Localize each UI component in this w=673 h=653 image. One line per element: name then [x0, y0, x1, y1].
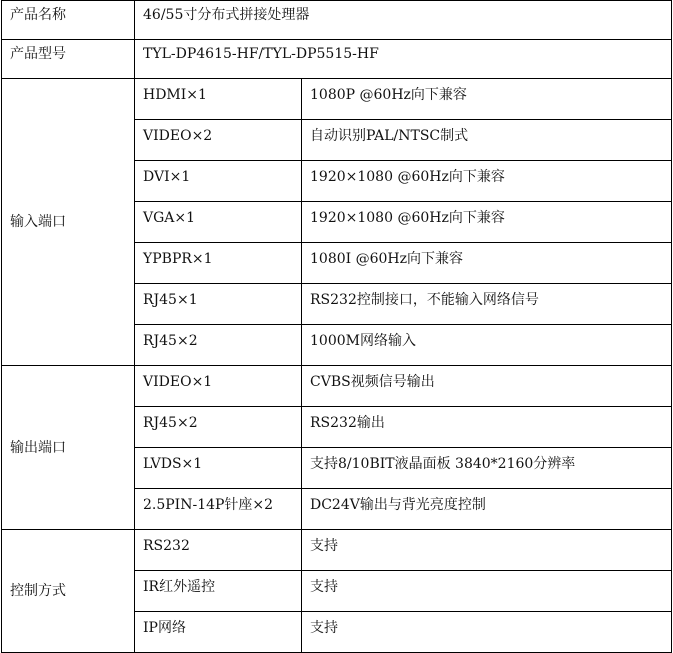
desc-cell: DC24V输出与背光亮度控制	[302, 489, 672, 530]
port-cell: IP网络	[135, 612, 302, 653]
section-category-input: 输入端口	[2, 79, 135, 366]
port-cell: 2.5PIN-14P针座×2	[135, 489, 302, 530]
port-cell: DVI×1	[135, 161, 302, 202]
desc-cell: 自动识别PAL/NTSC制式	[302, 120, 672, 161]
port-cell: RJ45×1	[135, 284, 302, 325]
product-model-value: TYL-DP4615-HF/TYL-DP5515-HF	[135, 40, 672, 79]
desc-cell: 1080P @60Hz向下兼容	[302, 79, 672, 120]
table-row	[2, 530, 672, 571]
desc-cell: 支持	[302, 571, 672, 612]
section-category-output: 输出端口	[2, 366, 135, 530]
desc-cell: CVBS视频信号输出	[302, 366, 672, 407]
desc-cell: 1920×1080 @60Hz向下兼容	[302, 161, 672, 202]
desc-cell: 支持	[302, 530, 672, 571]
port-cell: RJ45×2	[135, 407, 302, 448]
port-cell: RS232	[135, 530, 302, 571]
desc-cell: RS232输出	[302, 407, 672, 448]
port-cell: IR红外遥控	[135, 571, 302, 612]
port-cell: VIDEO×1	[135, 366, 302, 407]
product-name-label: 产品名称	[2, 1, 135, 40]
table-row	[2, 1, 672, 40]
port-cell: LVDS×1	[135, 448, 302, 489]
spec-table	[1, 0, 672, 653]
section-category-control: 控制方式	[2, 530, 135, 653]
product-name-value: 46/55寸分布式拼接处理器	[135, 1, 672, 40]
port-cell: VGA×1	[135, 202, 302, 243]
port-cell: HDMI×1	[135, 79, 302, 120]
product-model-label: 产品型号	[2, 40, 135, 79]
port-cell: RJ45×2	[135, 325, 302, 366]
desc-cell: RS232控制接口，不能输入网络信号	[302, 284, 672, 325]
table-row	[2, 366, 672, 407]
table-row	[2, 40, 672, 79]
desc-cell: 支持	[302, 612, 672, 653]
table-row	[2, 79, 672, 120]
desc-cell: 1080I @60Hz向下兼容	[302, 243, 672, 284]
desc-cell: 1000M网络输入	[302, 325, 672, 366]
desc-cell: 支持8/10BIT液晶面板 3840*2160分辨率	[302, 448, 672, 489]
port-cell: YPBPR×1	[135, 243, 302, 284]
port-cell: VIDEO×2	[135, 120, 302, 161]
desc-cell: 1920×1080 @60Hz向下兼容	[302, 202, 672, 243]
